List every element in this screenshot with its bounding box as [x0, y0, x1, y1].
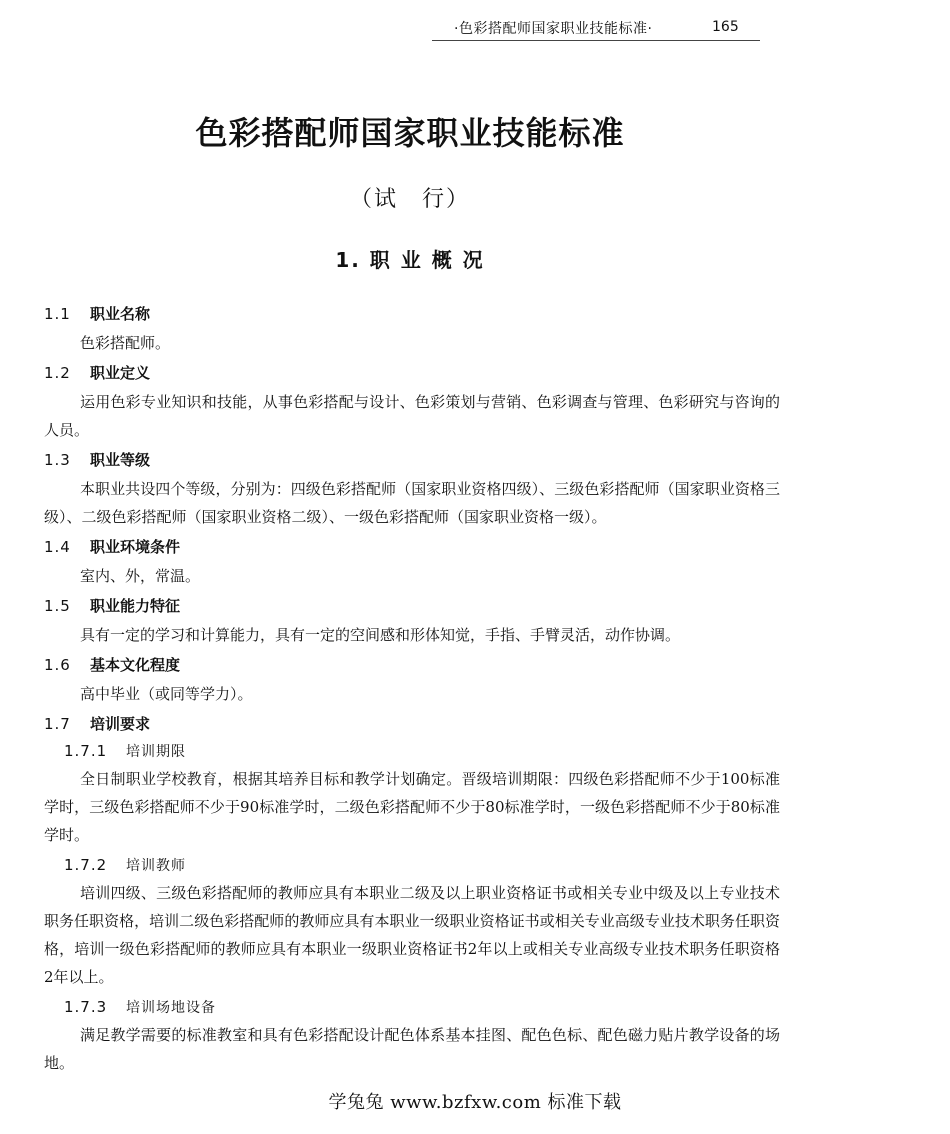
heading-1-2: 1.2 职业定义: [44, 364, 151, 382]
heading-1-4: 1.4 职业环境条件: [44, 538, 181, 556]
paragraph-1-3: 本职业共设四个等级，分别为：四级色彩搭配师（国家职业资格四级）、三级色彩搭配师（国家职业资格三级）、二级色彩搭配师（国家职业资格二级）、一级色彩搭配师（国家职业资格一级）。: [44, 480, 780, 526]
paragraph-1-2: 运用色彩专业知识和技能，从事色彩搭配与设计、色彩策划与营销、色彩调查与管理、色彩研究与咨询的人员。: [44, 393, 780, 439]
heading-1-7: 1.7 培训要求: [44, 715, 151, 733]
heading-1-7-1: 1.7.1 培训期限: [64, 742, 186, 760]
heading-1-6: 1.6 基本文化程度: [44, 656, 181, 674]
running-title: ·色彩搭配师国家职业技能标准·: [454, 21, 653, 37]
running-header: [432, 14, 760, 41]
paragraph-1-7-1: 全日制职业学校教育，根据其培养目标和教学计划确定。晋级培训期限：四级色彩搭配师不少于100标准学时，三级色彩搭配师不少于90标准学时，二级色彩搭配师不少于80标准学时，一级色彩搭配师不少于80标准学时。: [44, 770, 780, 844]
paragraph-1-1: 色彩搭配师。: [80, 334, 171, 352]
heading-1-3: 1.3 职业等级: [44, 451, 151, 469]
paragraph-1-7-2: 培训四级、三级色彩搭配师的教师应具有本职业二级及以上职业资格证书或相关专业中级及以上专业技术职务任职资格，培训二级色彩搭配师的教师应具有本职业一级职业资格证书或相关专业高级专业技术职务任职资格，培训一级色彩搭配师的教师应具有本职业一级职业资格证书2年以上或相关专业高级专业技术职务任职资格2年以上。: [44, 884, 780, 986]
heading-1-7-2: 1.7.2 培训教师: [64, 856, 186, 874]
heading-1-5: 1.5 职业能力特征: [44, 597, 181, 615]
footer-watermark: 学兔兔 www.bzfxw.com 标准下载: [328, 1092, 622, 1113]
page-number: 165: [712, 19, 739, 35]
section-heading: 1. 职 业 概 况: [335, 248, 485, 272]
document-title: 色彩搭配师国家职业技能标准: [195, 114, 625, 152]
paragraph-1-4: 室内、外，常温。: [80, 567, 201, 585]
document-subtitle: （试 行）: [349, 187, 470, 212]
document-body: [44, 302, 780, 1081]
paragraph-1-5: 具有一定的学习和计算能力，具有一定的空间感和形体知觉，手指、手臂灵活，动作协调。: [80, 626, 681, 644]
heading-1-1: 1.1 职业名称: [44, 305, 151, 323]
paragraph-1-7-3: 满足教学需要的标准教室和具有色彩搭配设计配色体系基本挂图、配色色标、配色磁力贴片教学设备的场地。: [44, 1026, 780, 1072]
paragraph-1-6: 高中毕业（或同等学力）。: [80, 685, 253, 703]
heading-1-7-3: 1.7.3 培训场地设备: [64, 998, 216, 1016]
